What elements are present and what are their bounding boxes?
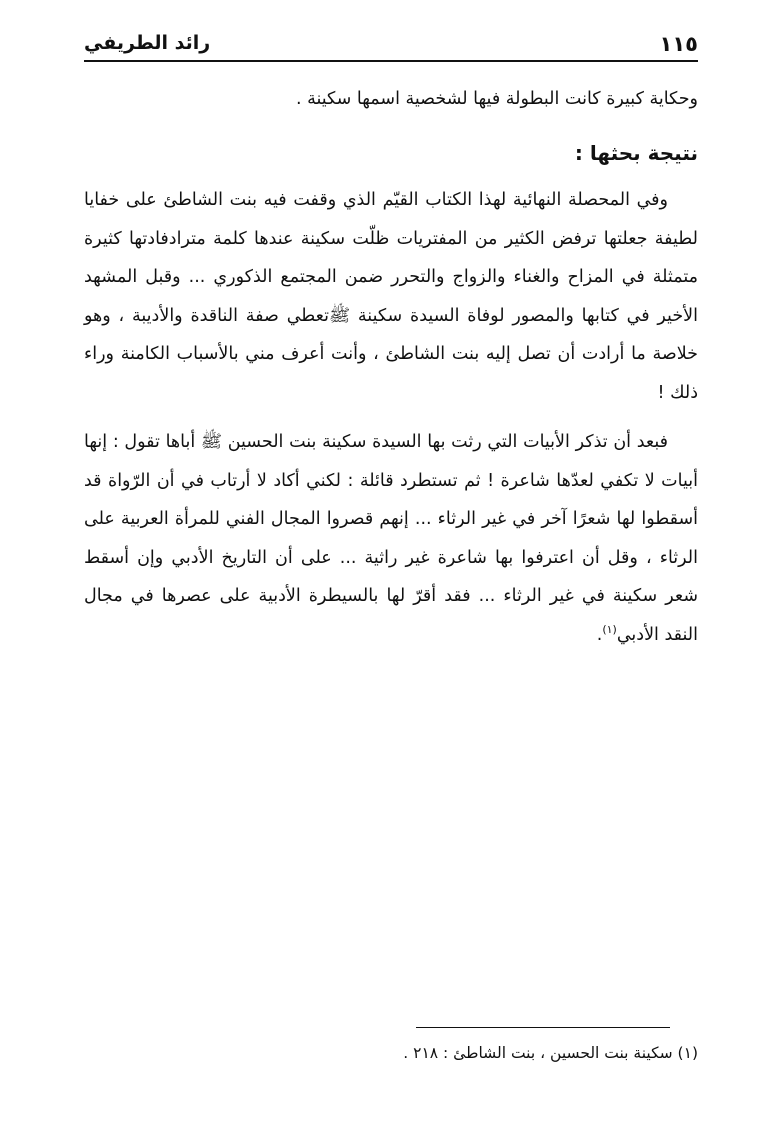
paragraph-2 (84, 423, 698, 654)
page-number: ١١٥ (659, 32, 698, 56)
paragraph-2-text: فبعد أن تذكر الأبيات التي رثت بها السيدة سكينة بنت الحسين ﷺ أباها تقول : إنها أبيات لا تكفي لعدّها شاعرة ! ثم تستطرد قائلة : لكني أكاد لا أرتاب في أن الرّواة قد أسقطوا لها شعرًا آخر في غير الرثاء ... إنهم قصروا المجال الفني للمرأة العربية على الرثاء ، وقل أن اعترفوا بها شاعرة غير راثية ... على أن التاريخ الأدبي وإن أسقط شعر سكينة في غير الرثاء ... فقد أقرّ لها بالسيطرة الأدبية على عصرها في مجال النقد الأدبي (84, 432, 698, 645)
body-text (84, 80, 698, 654)
footnote-reference[interactable]: (١) (602, 622, 617, 636)
paragraph-2-end: . (596, 624, 603, 645)
paragraph-1: وفي المحصلة النهائية لهذا الكتاب القيّم الذي وقفت فيه بنت الشاطئ على خفايا لطيفة جعلتها ترفض الكثير من المفتريات ظلّت سكينة عندها كلمة مترادفادتها كثيرة متمثلة في المزاح والغناء والزواج والتحرر ضمن المجتمع الذكوري ... وقبل المشهد الأخير في كتابها والمصور لوفاة السيدة سكينة ﷺتعطي صفة الناقدة والأديبة ، وهو خلاصة ما أرادت أن تصل إليه بنت الشاطئ ، وأنت أعرف مني بالأسباب الكامنة وراء ذلك ! (84, 190, 698, 403)
header-rule (84, 60, 698, 62)
page-header (84, 28, 698, 64)
footnote-rule (416, 1027, 670, 1028)
footnote: (١) سكينة بنت الحسين ، بنت الشاطئ : ٢١٨ . (403, 1044, 698, 1062)
running-title: رائد الطريفي (84, 32, 211, 54)
intro-line: وحكاية كبيرة كانت البطولة فيها لشخصية اسمها سكينة . (295, 89, 698, 109)
section-heading: نتيجة بحثها : (574, 140, 698, 165)
